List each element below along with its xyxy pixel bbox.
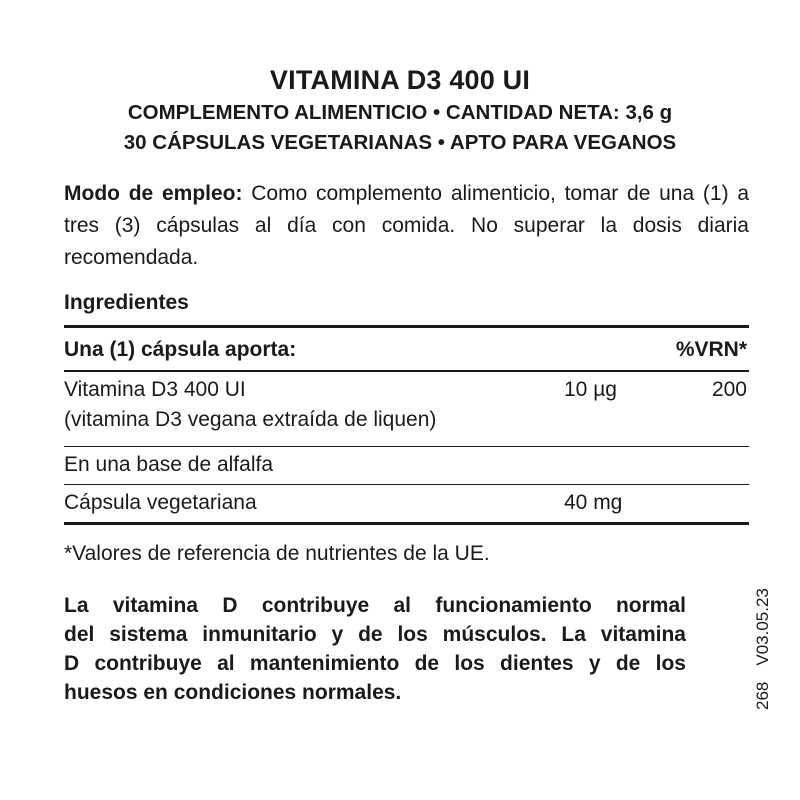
table-row [64,485,749,522]
ingredients-table [64,325,749,525]
claim-line: del sistema inmunitario y de los músculos. La vitamina [64,623,686,646]
table-row [64,447,749,485]
ingredient-vrn: 200 [711,378,747,401]
product-subtitle: COMPLEMENTO ALIMENTICIO • CANTIDAD NETA: 3,6 g [127,101,673,124]
header-per-capsule: Una (1) cápsula aporta: [64,338,297,361]
ingredient-name: Vitamina D3 400 UI [64,378,246,401]
product-format: 30 CÁPSULAS VEGETARIANAS • APTO PARA VEGANOS [123,131,677,154]
usage-text: Como complemento alimenticio, tomar de una (1) a tres (3) cápsulas al día con comida. No superar la dosis diaria recomendada. [64,182,750,269]
ingredient-amount: 40 mg [564,491,623,514]
ingredients-heading: Ingredientes [64,291,189,314]
ingredient-name: En una base de alfalfa [64,453,273,476]
table-header-row [64,328,749,372]
claim-line: La vitamina D contribuye al funcionamiento normal [64,594,686,617]
table-row [64,372,749,447]
ingredient-name: Cápsula vegetariana [64,491,257,514]
label-version: V03.05.23 [753,588,772,666]
ingredient-amount: 10 µg [564,378,617,401]
ingredient-detail: (vitamina D3 vegana extraída de liquen) [64,408,437,431]
claim-line: D contribuye al mantenimiento de los dientes y de los [64,652,686,675]
label-number: 268 [753,681,772,710]
usage-label: Modo de empleo: [64,182,243,205]
health-claim [64,591,686,707]
usage-instructions [64,178,749,274]
vrn-footnote: *Valores de referencia de nutrientes de la UE. [64,542,490,565]
header-vrn: %VRN* [675,338,747,361]
product-title: VITAMINA D3 400 UI [269,65,531,95]
label-code [752,572,774,710]
label-header [0,62,800,158]
claim-line: huesos en condiciones normales. [64,681,402,704]
